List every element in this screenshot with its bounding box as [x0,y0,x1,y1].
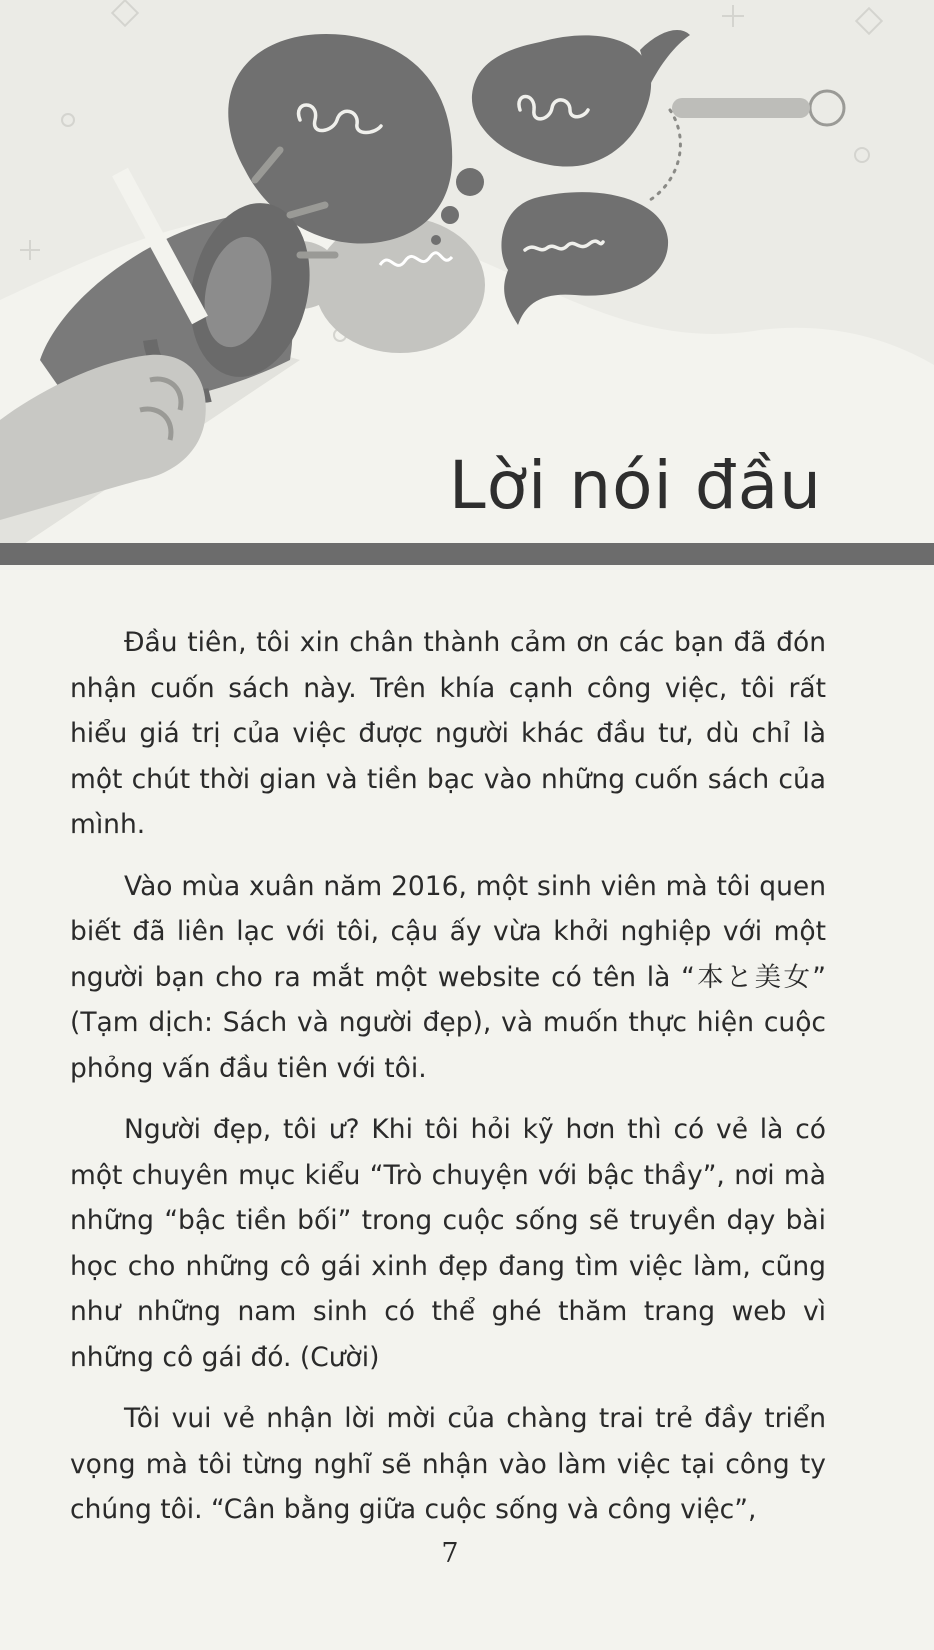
paragraph: Tôi vui vẻ nhận lời mời của chàng trai trẻ đầy triển vọng mà tôi từng nghĩ sẽ nhận vào làm việc tại công ty chúng tôi. “Cân bằng giữa cuộc sống và công việc”, [70,1403,826,1525]
page-number: 7 [441,1538,459,1569]
paragraph: Đầu tiên, tôi xin chân thành cảm ơn các bạn đã đón nhận cuốn sách này. Trên khía cạnh công việc, tôi rất hiểu giá trị của việc được người khác đầu tư, dù chỉ là một chút thời gian và tiền bạc vào những cuốn sách của mình. [70,627,826,840]
paragraph: Vào mùa xuân năm 2016, một sinh viên mà tôi quen biết đã liên lạc với tôi, cậu ấy vừa khởi nghiệp với một người bạn cho ra mắt một website có tên là “本と美女” (Tạm dịch: Sách và người đẹp), và muốn thực hiện cuộc phỏng vấn đầu tiên với tôi. [70,870,826,1084]
page-title: Lời nói đầu [448,447,822,524]
title-divider [0,543,934,565]
paragraph: Người đẹp, tôi ư? Khi tôi hỏi kỹ hơn thì có vẻ là có một chuyên mục kiểu “Trò chuyện với bậc thầy”, nơi mà những “bậc tiền bối” trong cuộc sống sẽ truyền dạy bài học cho những cô gái xinh đẹp đang tìm việc làm, cũng như những nam sinh có thể ghé thăm trang web vì những cô gái đó. (Cười) [70,1114,826,1373]
hand-icon [0,355,206,520]
body-text [70,620,826,1549]
